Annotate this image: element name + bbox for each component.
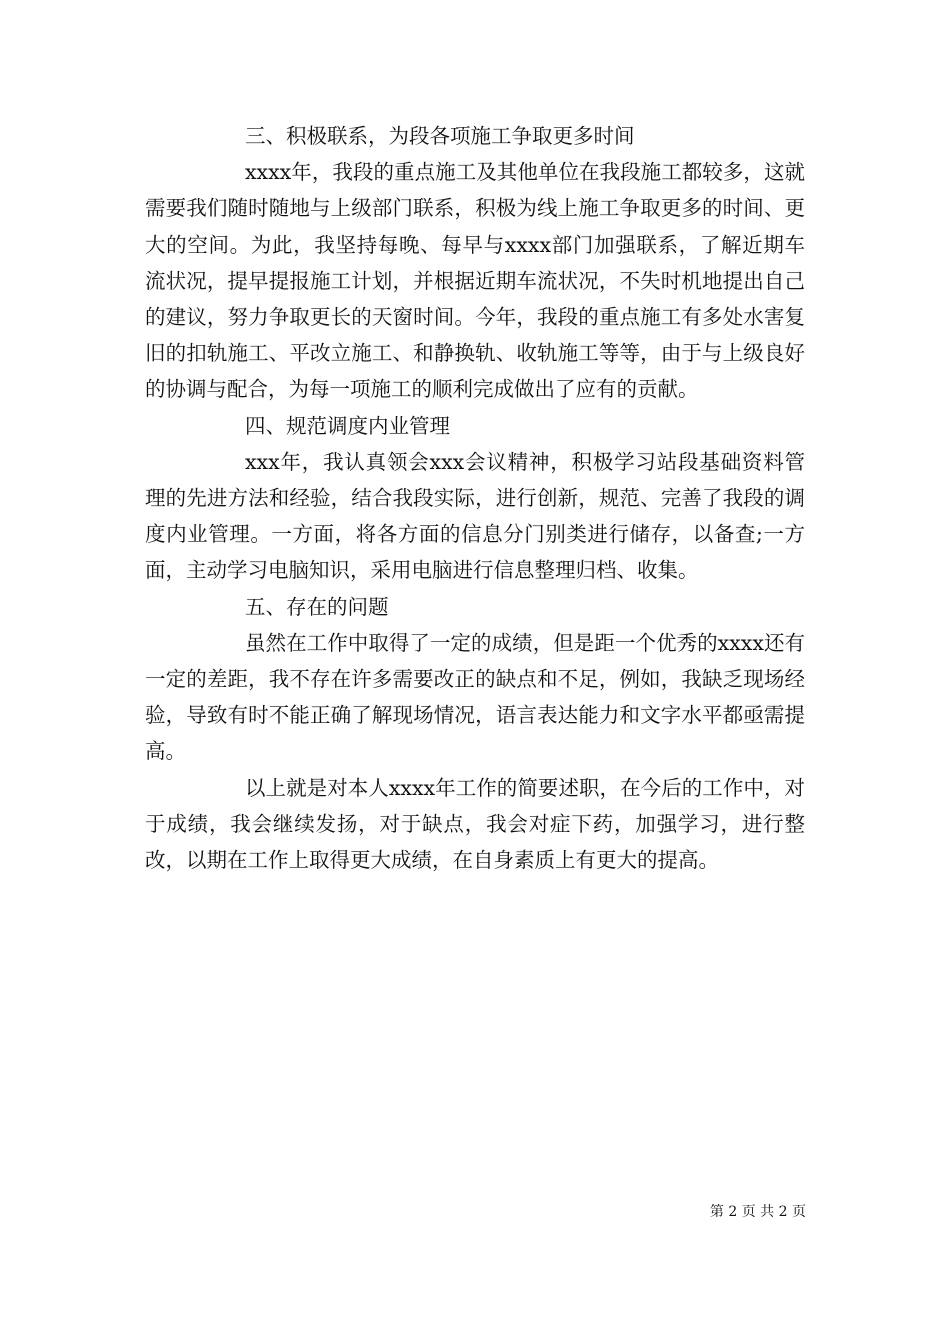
document-body (145, 118, 805, 878)
section-heading-4: 四、规范调度内业管理 (245, 413, 450, 438)
section-paragraph: xxx年，我认真领会xxx会议精神，积极学习站段基础资料管理的先进方法和经验，结合我段实际，进行创新，规范、完善了我段的调度内业管理。一方面，将各方面的信息分门别类进行储存，以备查;一方面，主动学习电脑知识，采用电脑进行信息整理归档、收集。 (145, 449, 805, 583)
section-paragraph: 虽然在工作中取得了一定的成绩，但是距一个优秀的xxxx还有一定的差距，我不存在许多需要改正的缺点和不足，例如，我缺乏现场经验，导致有时不能正确了解现场情况，语言表达能力和文字水平都亟需提高。 (145, 630, 805, 764)
section-paragraph: xxxx年，我段的重点施工及其他单位在我段施工都较多，这就需要我们随时随地与上级部门联系，积极为线上施工争取更多的时间、更大的空间。为此，我坚持每晚、每早与xxxx部门加强联系，了解近期车流状况，提早提报施工计划，并根据近期车流状况，不失时机地提出自己的建议，努力争取更长的天窗时间。今年，我段的重点施工有多处水害复旧的扣轨施工、平改立施工、和静换轨、收轨施工等等，由于与上级良好的协调与配合，为每一项施工的顺利完成做出了应有的贡献。 (145, 160, 805, 402)
section-heading-3: 三、积极联系，为段各项施工争取更多时间 (245, 124, 635, 148)
closing-paragraph: 以上就是对本人xxxx年工作的简要述职，在今后的工作中，对于成绩，我会继续发扬，对于缺点，我会对症下药，加强学习，进行整改，以期在工作上取得更大成绩，在自身素质上有更大的提高。 (145, 775, 805, 873)
section-heading-5: 五、存在的问题 (245, 594, 389, 619)
page-number-footer: 第 2 页 共 2 页 (709, 1204, 806, 1220)
